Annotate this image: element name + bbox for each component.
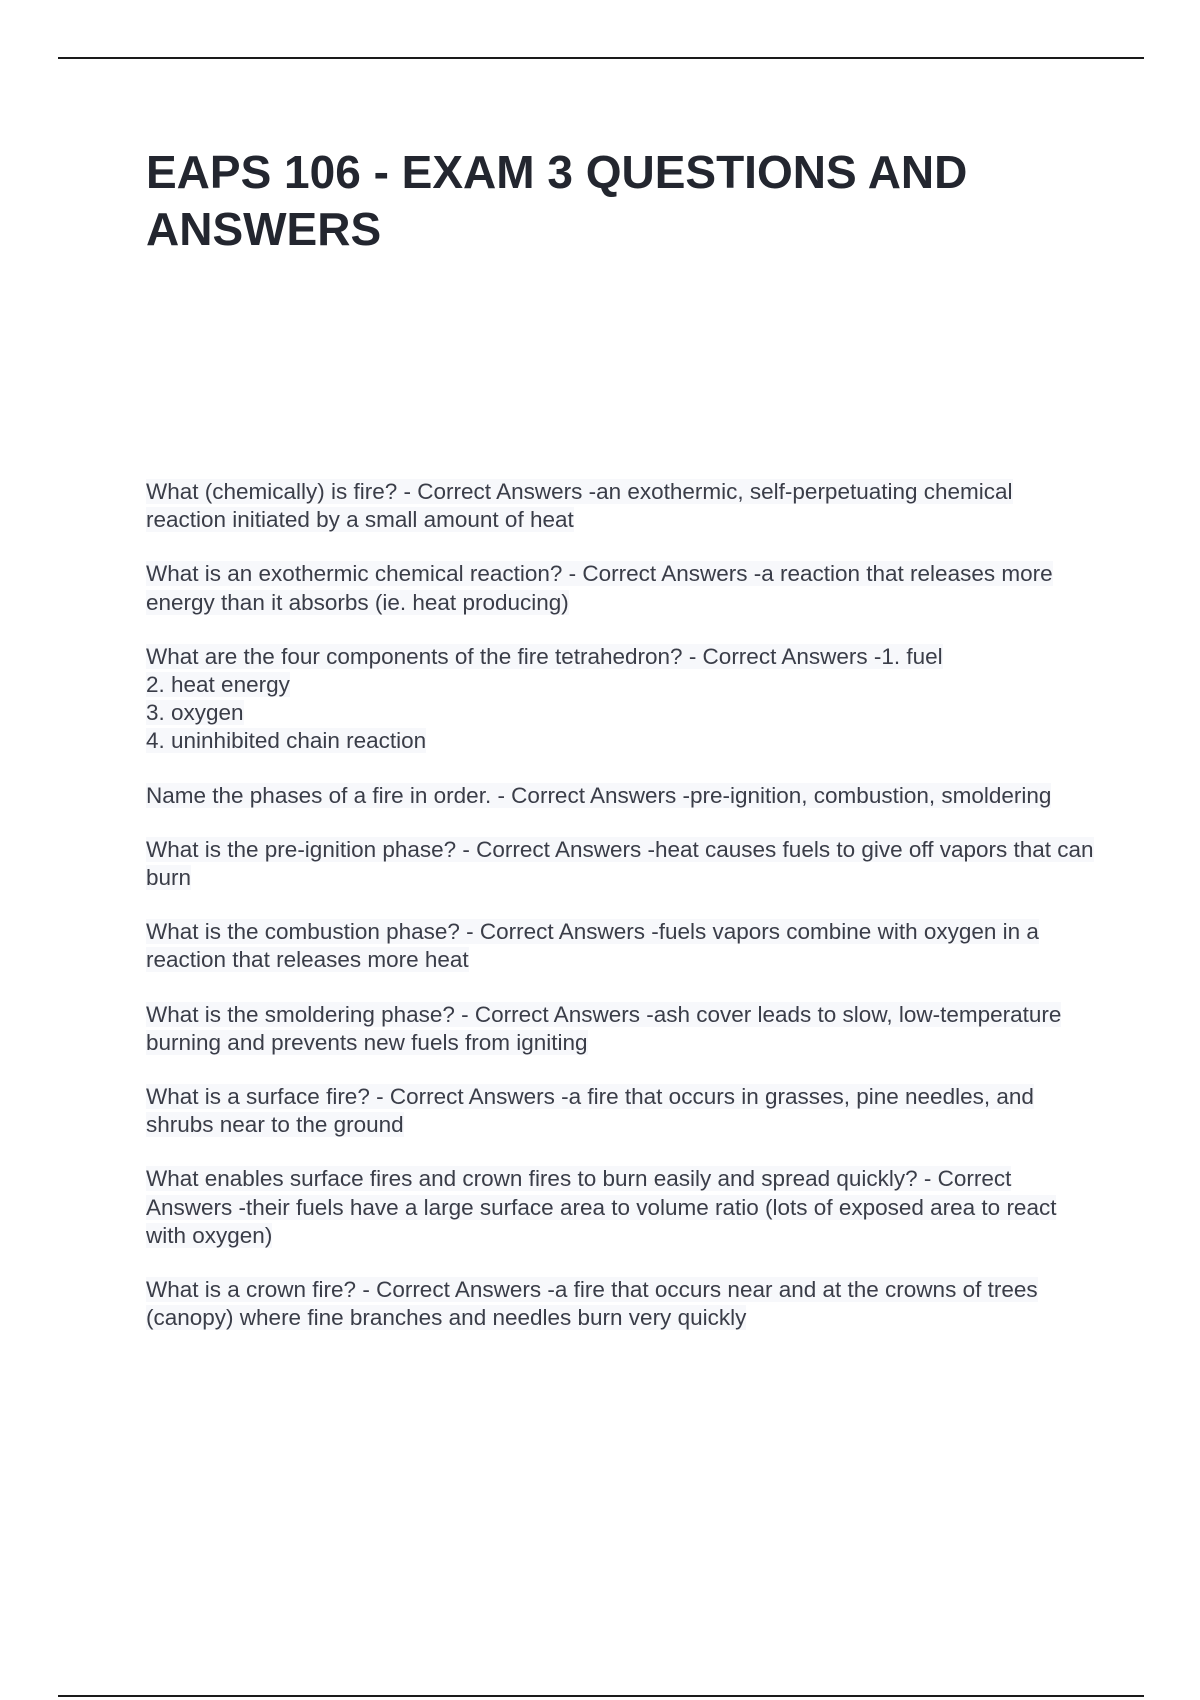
qa-item-text: What are the four components of the fire tetrahedron? - Correct Answers -1. fuel 2. heat energy 3. oxygen 4. uninhibited chain reaction	[146, 643, 943, 754]
qa-item	[146, 1276, 1096, 1332]
top-rule	[58, 57, 1144, 59]
document-title: EAPS 106 - EXAM 3 QUESTIONS AND ANSWERS	[146, 146, 968, 255]
qa-item-text: What is the smoldering phase? - Correct Answers -ash cover leads to slow, low-temperature burning and prevents new fuels from igniting	[146, 1001, 1062, 1055]
qa-list	[146, 478, 1096, 1358]
qa-item-text: What enables surface fires and crown fires to burn easily and spread quickly? - Correct Answers -their fuels have a large surface area to volume ratio (lots of exposed area to react with oxygen)	[146, 1166, 1057, 1248]
qa-item	[146, 1165, 1096, 1250]
qa-item-text: What is the pre-ignition phase? - Correct Answers -heat causes fuels to give off vapors that can burn	[146, 836, 1094, 891]
qa-item-text: What is a crown fire? - Correct Answers -a fire that occurs near and at the crowns of trees (canopy) where fine branches and needles burn very quickly	[146, 1277, 1038, 1331]
qa-item-text: What is the combustion phase? - Correct Answers -fuels vapors combine with oxygen in a reaction that releases more heat	[146, 919, 1039, 973]
qa-item	[146, 782, 1096, 810]
qa-item	[146, 560, 1096, 616]
qa-item	[146, 1001, 1096, 1057]
qa-item-text: What is a surface fire? - Correct Answers -a fire that occurs in grasses, pine needles, and shrubs near to the ground	[146, 1084, 1034, 1138]
qa-item	[146, 836, 1096, 892]
bottom-rule	[58, 1695, 1144, 1697]
qa-item-text: What is an exothermic chemical reaction? - Correct Answers -a reaction that releases more energy than it absorbs (ie. heat producing)	[146, 561, 1053, 615]
qa-item	[146, 643, 1096, 756]
qa-item	[146, 478, 1096, 534]
qa-item-text: What (chemically) is fire? - Correct Answers -an exothermic, self-perpetuating chemical reaction initiated by a small amount of heat	[146, 479, 1013, 533]
qa-item	[146, 918, 1096, 974]
qa-item-text: Name the phases of a fire in order. - Correct Answers -pre-ignition, combustion, smoldering	[146, 782, 1052, 808]
qa-item	[146, 1083, 1096, 1139]
